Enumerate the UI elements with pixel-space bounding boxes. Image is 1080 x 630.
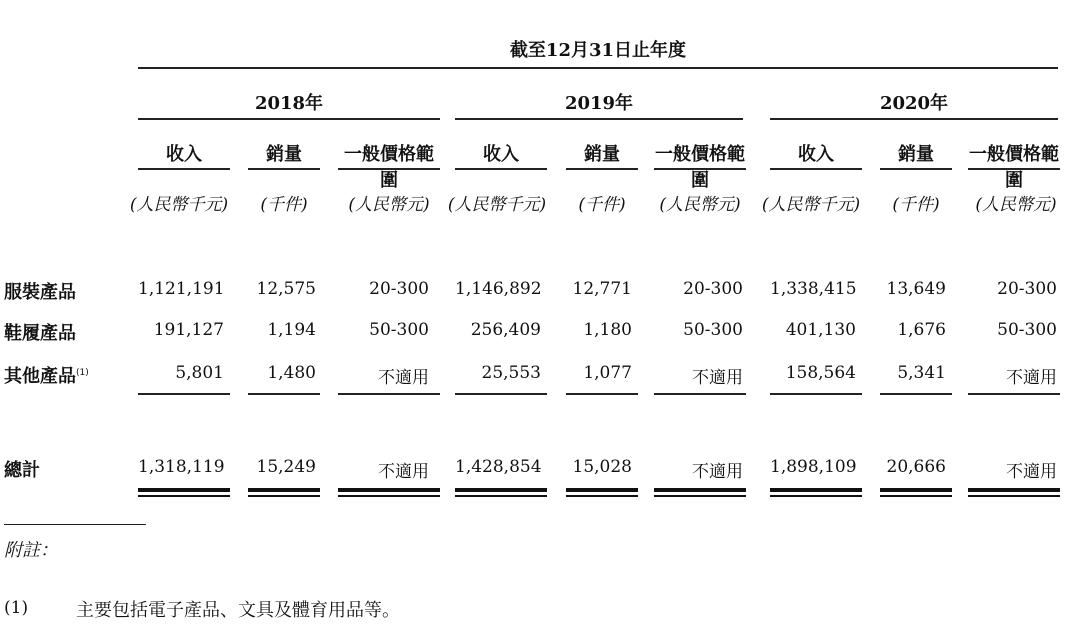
col-head-revenue-2020: 收入 — [798, 144, 834, 165]
notes-separator — [4, 524, 146, 525]
table-cell: 191,127 — [153, 320, 224, 340]
col-head-price-2020: 一般價格範圍 — [969, 144, 1059, 191]
unit-price-2020: (人民幣元) — [975, 195, 1057, 215]
table-cell: 20-300 — [683, 279, 743, 299]
table-cell: 12,575 — [256, 279, 316, 299]
note-marker: (1) — [4, 598, 29, 618]
col-head-revenue-2019: 收入 — [483, 144, 519, 165]
col-rule-2 — [248, 168, 320, 170]
table-cell: 1,898,109 — [770, 457, 857, 477]
table-cell: 1,077 — [583, 363, 632, 383]
table-cell: 15,028 — [572, 457, 632, 477]
year-2018: 2018年 — [254, 93, 324, 114]
table-cell: 不適用 — [692, 368, 743, 388]
table-cell: 50-300 — [369, 320, 429, 340]
year-2020-rule — [770, 118, 1058, 120]
unit-volume-2019: (千件) — [578, 195, 626, 215]
subtotal-rule — [770, 393, 862, 395]
unit-price-2018: (人民幣元) — [348, 195, 430, 215]
unit-revenue-2019: (人民幣千元) — [447, 195, 547, 215]
table-cell: 不適用 — [692, 462, 743, 482]
unit-revenue-2018: (人民幣千元) — [129, 195, 229, 215]
col-rule-1 — [138, 168, 230, 170]
table-cell: 1,428,854 — [455, 457, 542, 477]
table-cell: 20,666 — [886, 457, 946, 477]
table-cell: 50-300 — [683, 320, 743, 340]
year-2020: 2020年 — [879, 93, 949, 114]
table-cell: 12,771 — [572, 279, 632, 299]
table-cell: 25,553 — [481, 363, 541, 383]
unit-volume-2018: (千件) — [260, 195, 308, 215]
year-2019-rule — [455, 118, 743, 120]
unit-revenue-2020: (人民幣千元) — [761, 195, 861, 215]
table-cell: 13,649 — [886, 279, 946, 299]
total-double-rule — [968, 488, 1060, 497]
table-cell: 1,480 — [267, 363, 316, 383]
table-cell: 1,676 — [897, 320, 946, 340]
col-head-volume-2020: 銷量 — [898, 144, 934, 165]
subtotal-rule — [248, 393, 320, 395]
row-label-footwear: 鞋履產品 — [4, 323, 76, 344]
table-cell: 不適用 — [1006, 368, 1057, 388]
table-cell: 1,146,892 — [455, 279, 542, 299]
total-double-rule — [654, 488, 746, 497]
col-head-revenue-2018: 收入 — [166, 144, 202, 165]
row-label-others-text: 其他產品 — [4, 366, 76, 387]
table-cell: 401,130 — [785, 320, 856, 340]
col-rule-8 — [880, 168, 952, 170]
table-cell: 不適用 — [378, 462, 429, 482]
col-rule-6 — [654, 168, 746, 170]
total-double-rule — [880, 488, 952, 497]
table-cell: 1,338,415 — [770, 279, 857, 299]
note-text: 主要包括電子產品、文具及體育用品等。 — [76, 600, 400, 621]
table-cell: 1,194 — [267, 320, 316, 340]
total-double-rule — [138, 488, 230, 497]
footnote-marker: (1) — [76, 368, 89, 378]
subtotal-rule — [880, 393, 952, 395]
col-rule-3 — [338, 168, 440, 170]
table-cell: 20-300 — [369, 279, 429, 299]
table-cell: 50-300 — [997, 320, 1057, 340]
unit-volume-2020: (千件) — [892, 195, 940, 215]
col-head-price-2019: 一般價格範圍 — [655, 144, 745, 191]
table-cell: 15,249 — [256, 457, 316, 477]
col-rule-5 — [566, 168, 638, 170]
year-2019: 2019年 — [564, 93, 634, 114]
table-cell: 256,409 — [470, 320, 541, 340]
unit-price-2019: (人民幣元) — [659, 195, 741, 215]
subtotal-rule — [455, 393, 547, 395]
year-2018-rule — [138, 118, 440, 120]
subtotal-rule — [138, 393, 230, 395]
table-cell: 5,341 — [897, 363, 946, 383]
table-cell: 1,180 — [583, 320, 632, 340]
col-rule-7 — [770, 168, 862, 170]
subtotal-rule — [968, 393, 1060, 395]
subtotal-rule — [566, 393, 638, 395]
col-rule-9 — [968, 168, 1060, 170]
row-label-total: 總計 — [4, 460, 40, 481]
row-label-apparel: 服裝產品 — [4, 282, 76, 303]
table-cell: 20-300 — [997, 279, 1057, 299]
table-cell: 不適用 — [378, 368, 429, 388]
notes-title: 附註： — [4, 540, 58, 561]
table-cell: 1,318,119 — [138, 457, 225, 477]
col-head-volume-2019: 銷量 — [584, 144, 620, 165]
subtotal-rule — [338, 393, 440, 395]
table-cell: 不適用 — [1006, 462, 1057, 482]
total-double-rule — [770, 488, 862, 497]
total-double-rule — [338, 488, 440, 497]
total-double-rule — [248, 488, 320, 497]
period-header: 截至12月31日止年度 — [509, 40, 687, 61]
row-label-others — [4, 362, 89, 388]
col-rule-4 — [455, 168, 547, 170]
col-head-volume-2018: 銷量 — [266, 144, 302, 165]
col-head-price-2018: 一般價格範圍 — [344, 144, 434, 191]
total-double-rule — [566, 488, 638, 497]
period-header-rule — [138, 67, 1058, 69]
table-cell: 158,564 — [785, 363, 856, 383]
subtotal-rule — [654, 393, 746, 395]
total-double-rule — [455, 488, 547, 497]
table-cell: 1,121,191 — [138, 279, 225, 299]
table-cell: 5,801 — [175, 363, 224, 383]
